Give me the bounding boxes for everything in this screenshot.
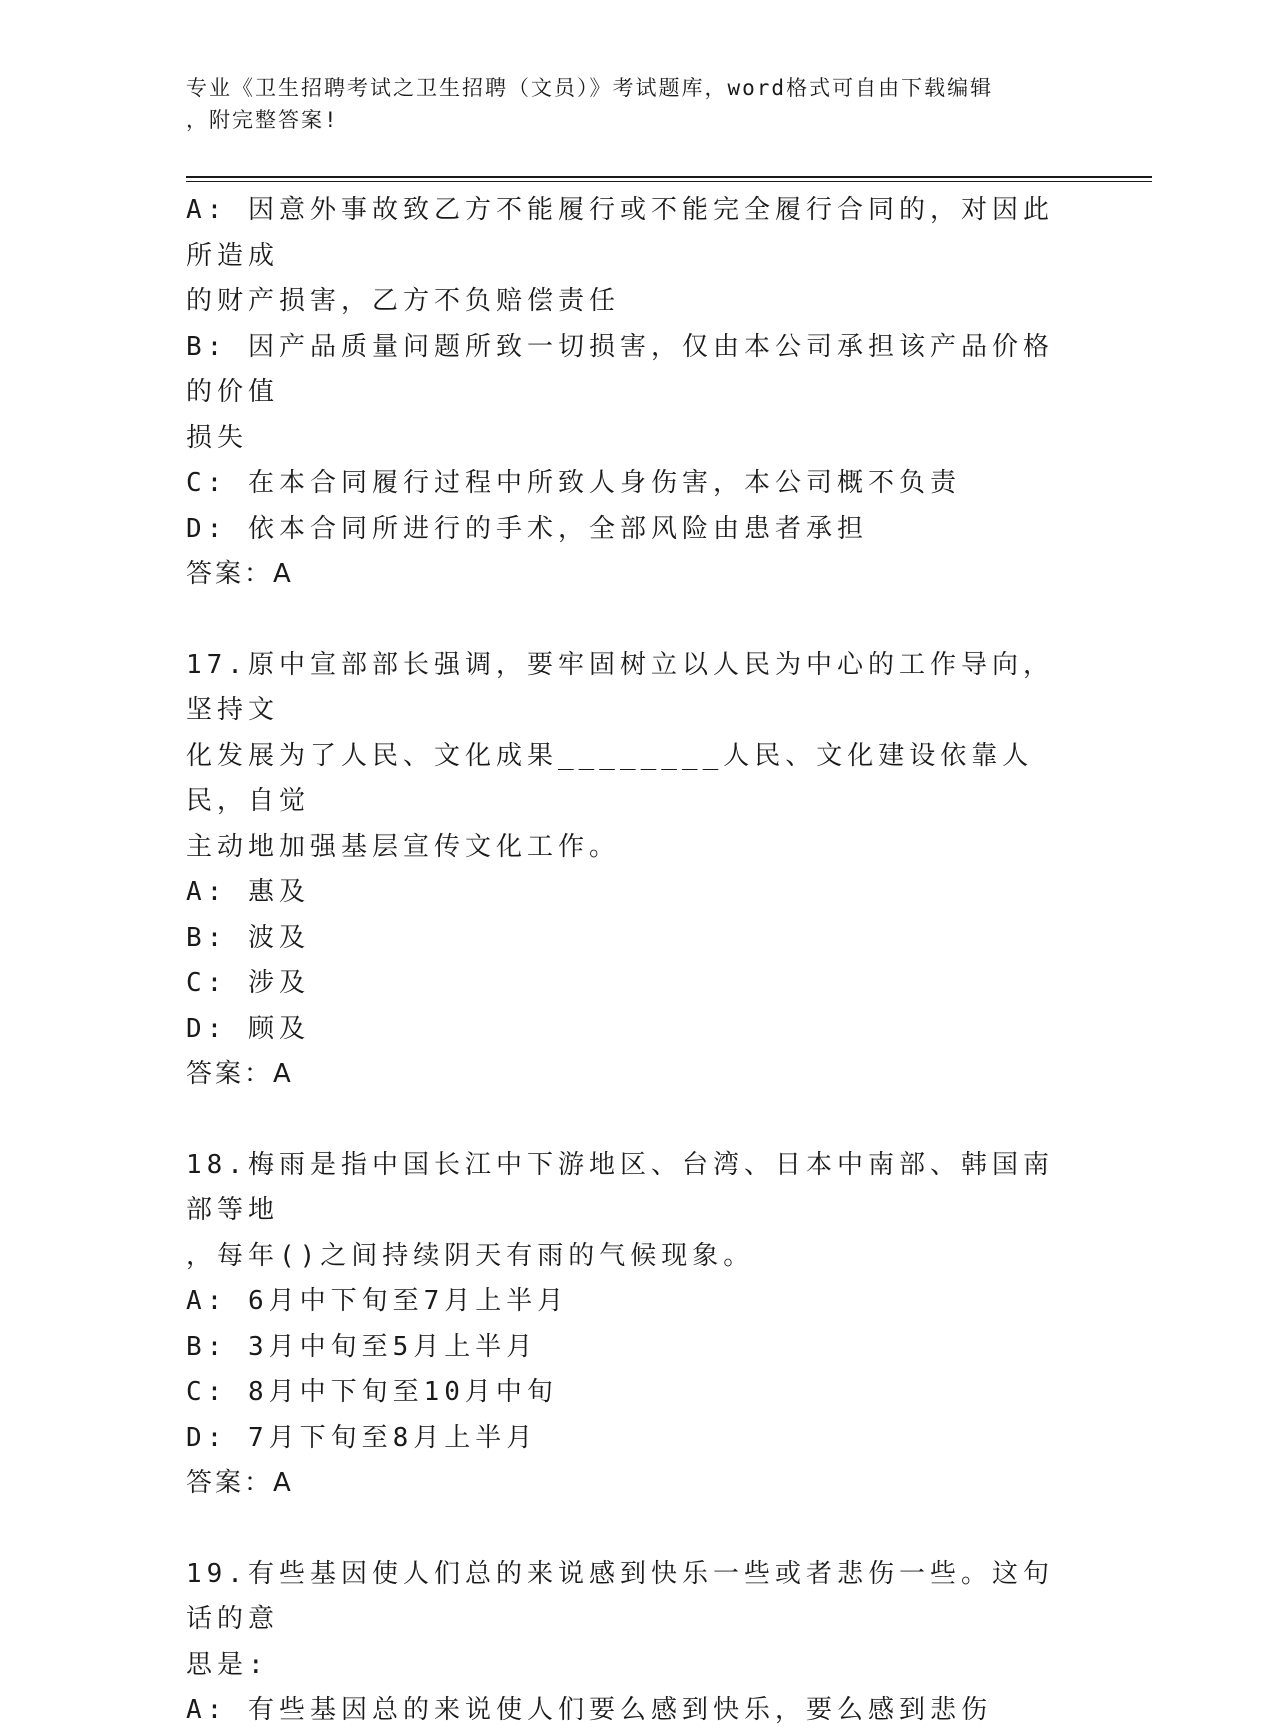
spacer <box>186 1507 1066 1552</box>
option-a: A: 6月中下旬至7月上半月 <box>186 1286 569 1316</box>
header-line-2: ，附完整答案! <box>186 108 339 132</box>
header-divider-thin <box>186 181 1152 182</box>
spacer <box>186 1098 1066 1143</box>
option-b-continued: 损失 <box>186 422 249 453</box>
option-b: B: 因产品质量问题所致一切损害，仅由本公司承担该产品价格的价值 <box>186 331 1054 407</box>
question-16-block <box>186 188 1066 598</box>
option-d: D: 顾及 <box>186 1013 310 1044</box>
option-a-continued: 的财产损害，乙方不负赔偿责任 <box>186 286 621 316</box>
spacer <box>186 598 1066 643</box>
question-17-block <box>186 643 1066 1098</box>
option-c: C: 在本合同履行过程中所致人身伤害，本公司概不负责 <box>186 468 961 498</box>
answer: 答案：A <box>186 1059 294 1089</box>
question-list <box>186 188 1066 1734</box>
question-stem: 17.原中宣部部长强调，要牢固树立以人民为中心的工作导向，坚持文 <box>186 649 1054 725</box>
question-stem-continued: 主动地加强基层宣传文化工作。 <box>186 831 621 862</box>
document-header <box>186 72 1066 136</box>
question-stem-continued: ，每年()之间持续阴天有雨的气候现象。 <box>186 1240 755 1271</box>
answer: 答案：A <box>186 1468 294 1498</box>
question-stem-continued: 思是: <box>186 1649 269 1680</box>
option-c: C: 涉及 <box>186 968 310 998</box>
question-stem-continued: 化发展为了人民、文化成果________人民、文化建设依靠人民，自觉 <box>186 740 1034 816</box>
question-19-block <box>186 1552 1066 1734</box>
option-a: A: 因意外事故致乙方不能履行或不能完全履行合同的，对因此所造成 <box>186 195 1054 271</box>
option-d: D: 7月下旬至8月上半月 <box>186 1422 538 1453</box>
option-b: B: 3月中旬至5月上半月 <box>186 1331 538 1362</box>
question-18-block <box>186 1143 1066 1507</box>
header-divider-thick <box>186 176 1152 178</box>
option-a: A: 有些基因总的来说使人们要么感到快乐，要么感到悲伤 <box>186 1695 992 1725</box>
option-d: D: 依本合同所进行的手术，全部风险由患者承担 <box>186 513 868 544</box>
option-b: B: 波及 <box>186 922 310 953</box>
option-a: A: 惠及 <box>186 877 310 907</box>
answer: 答案：A <box>186 559 294 589</box>
option-c: C: 8月中下旬至10月中旬 <box>186 1377 558 1407</box>
header-line-1: 专业《卫生招聘考试之卫生招聘（文员）》考试题库，word格式可自由下载编辑 <box>186 76 994 100</box>
question-stem: 19.有些基因使人们总的来说感到快乐一些或者悲伤一些。这句话的意 <box>186 1558 1054 1634</box>
question-stem: 18.梅雨是指中国长江中下游地区、台湾、日本中南部、韩国南部等地 <box>186 1149 1054 1225</box>
